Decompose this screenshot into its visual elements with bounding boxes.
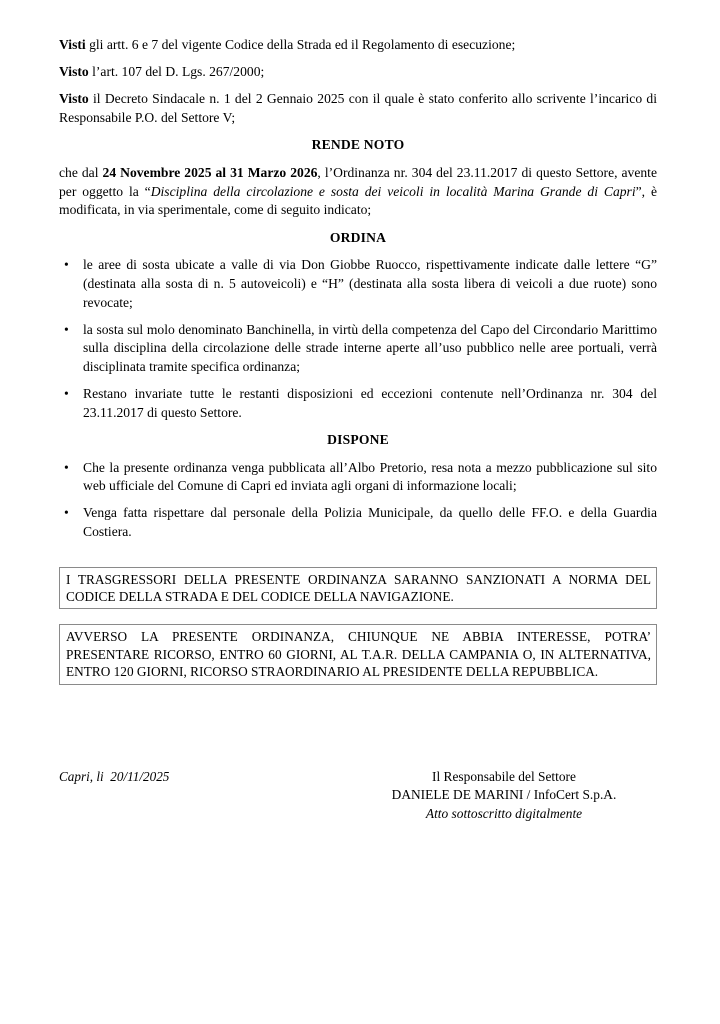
notice-box-appeal [59, 624, 657, 684]
signature-block [349, 768, 659, 823]
dispone-item-text-2: Venga fatta rispettare dal personale della Polizia Municipale, da quello delle FF.O. e della Guardia Costiera. [83, 505, 657, 539]
bullet-icon: • [64, 505, 69, 521]
rende-noto-dates: 24 Novembre 2025 al 31 Marzo 2026 [102, 164, 318, 180]
signature-digital-note: Atto sottoscritto digitalmente [425, 805, 583, 821]
document-body [59, 36, 657, 685]
preamble-lead-2: Visto [59, 64, 89, 80]
preamble-text-1: gli artt. 6 e 7 del vigente Codice della Strada ed il Regolamento di esecuzione; [85, 37, 516, 52]
list-item [59, 321, 657, 377]
notice-text-sanctions: I TRASGRESSORI DELLA PRESENTE ORDINANZA SARANNO SANZIONATI A NORMA DEL CODICE DELLA STRADA E DEL CODICE DELLA NAVIGAZIONE. [66, 571, 651, 604]
rende-noto-paragraph [59, 164, 657, 220]
bullet-icon: • [64, 459, 69, 475]
notice-text-appeal: AVVERSO LA PRESENTE ORDINANZA, CHIUNQUE NE ABBIA INTERESSE, POTRA’ PRESENTARE RICORSO, ENTRO 60 GIORNI, AL T.A.R. DELLA CAMPANIA O, IN ALTERNATIVA, ENTRO 120 GIORNI, RICORSO STRAORDINARIO AL PRESIDENTE DELLA REPUBBLICA. [66, 629, 651, 680]
preamble-lead-1: Visti [59, 37, 86, 52]
bullet-icon: • [64, 385, 69, 401]
signature-name: DANIELE DE MARINI / InfoCert S.p.A. [391, 787, 617, 803]
bullet-icon: • [64, 257, 69, 273]
rende-noto-part2: , l’Ordinanza nr. 304 del 23.11.2017 di questo Settore, avente per oggetto la “ [59, 164, 657, 199]
heading-dispone: DISPONE [327, 432, 389, 448]
signature-role: Il Responsabile del Settore [432, 769, 576, 784]
signature-place-date: Capri, li 20/11/2025 [59, 769, 170, 784]
preamble-text-3: il Decreto Sindacale n. 1 del 2 Gennaio 2025 con il quale è stato conferito allo scrivente l’incarico di Responsabile P.O. del Settore V; [59, 91, 657, 125]
notice-box-sanctions [59, 567, 657, 610]
preamble-paragraph-3 [59, 90, 657, 127]
list-item [59, 385, 657, 422]
bullet-icon: • [64, 321, 69, 337]
heading-rende-noto: RENDE NOTO [311, 137, 405, 153]
ordina-item-text-2: la sosta sul molo denominato Banchinella, in virtù della competenza del Capo del Circondario Marittimo sulla disciplina della circolazione delle strade interne aperte all’uso pubblico nelle aree portuali, verrà disciplinata tramite specifica ordinanza; [83, 321, 657, 374]
rende-noto-part1: che dal [59, 164, 103, 180]
preamble-lead-3: Visto [59, 91, 89, 107]
preamble-paragraph-1 [59, 36, 657, 55]
ordina-item-text-1: le aree di sosta ubicate a valle di via Don Giobbe Ruocco, rispettivamente indicate dalle lettere “G” (destinata alla sosta di n. 5 autoveicoli) e “H” (destinata alla sosta libera di veicoli a due ruote) sono revocate; [83, 257, 657, 310]
heading-ordina: ORDINA [329, 229, 387, 245]
ordina-list [59, 256, 657, 422]
list-item [59, 504, 657, 541]
dispone-item-text-1: Che la presente ordinanza venga pubblicata all’Albo Pretorio, resa nota a mezzo pubblicazione sul sito web ufficiale del Comune di Capri ed inviata agli organi di informazione locali; [83, 459, 657, 494]
preamble-paragraph-2 [59, 63, 657, 82]
preamble-text-2: l’art. 107 del D. Lgs. 267/2000; [88, 64, 265, 80]
dispone-list [59, 459, 657, 542]
rende-noto-oggetto: Disciplina della circolazione e sosta dei veicoli in località Marina Grande di Capri [150, 183, 636, 199]
list-item [59, 256, 657, 312]
rende-noto-part3: ”, è modificata, in via sperimentale, come di seguito indicato; [59, 183, 657, 218]
ordina-item-text-3: Restano invariate tutte le restanti disposizioni ed eccezioni contenute nell’Ordinanza nr. 304 del 23.11.2017 di questo Settore. [83, 385, 657, 420]
list-item [59, 459, 657, 496]
